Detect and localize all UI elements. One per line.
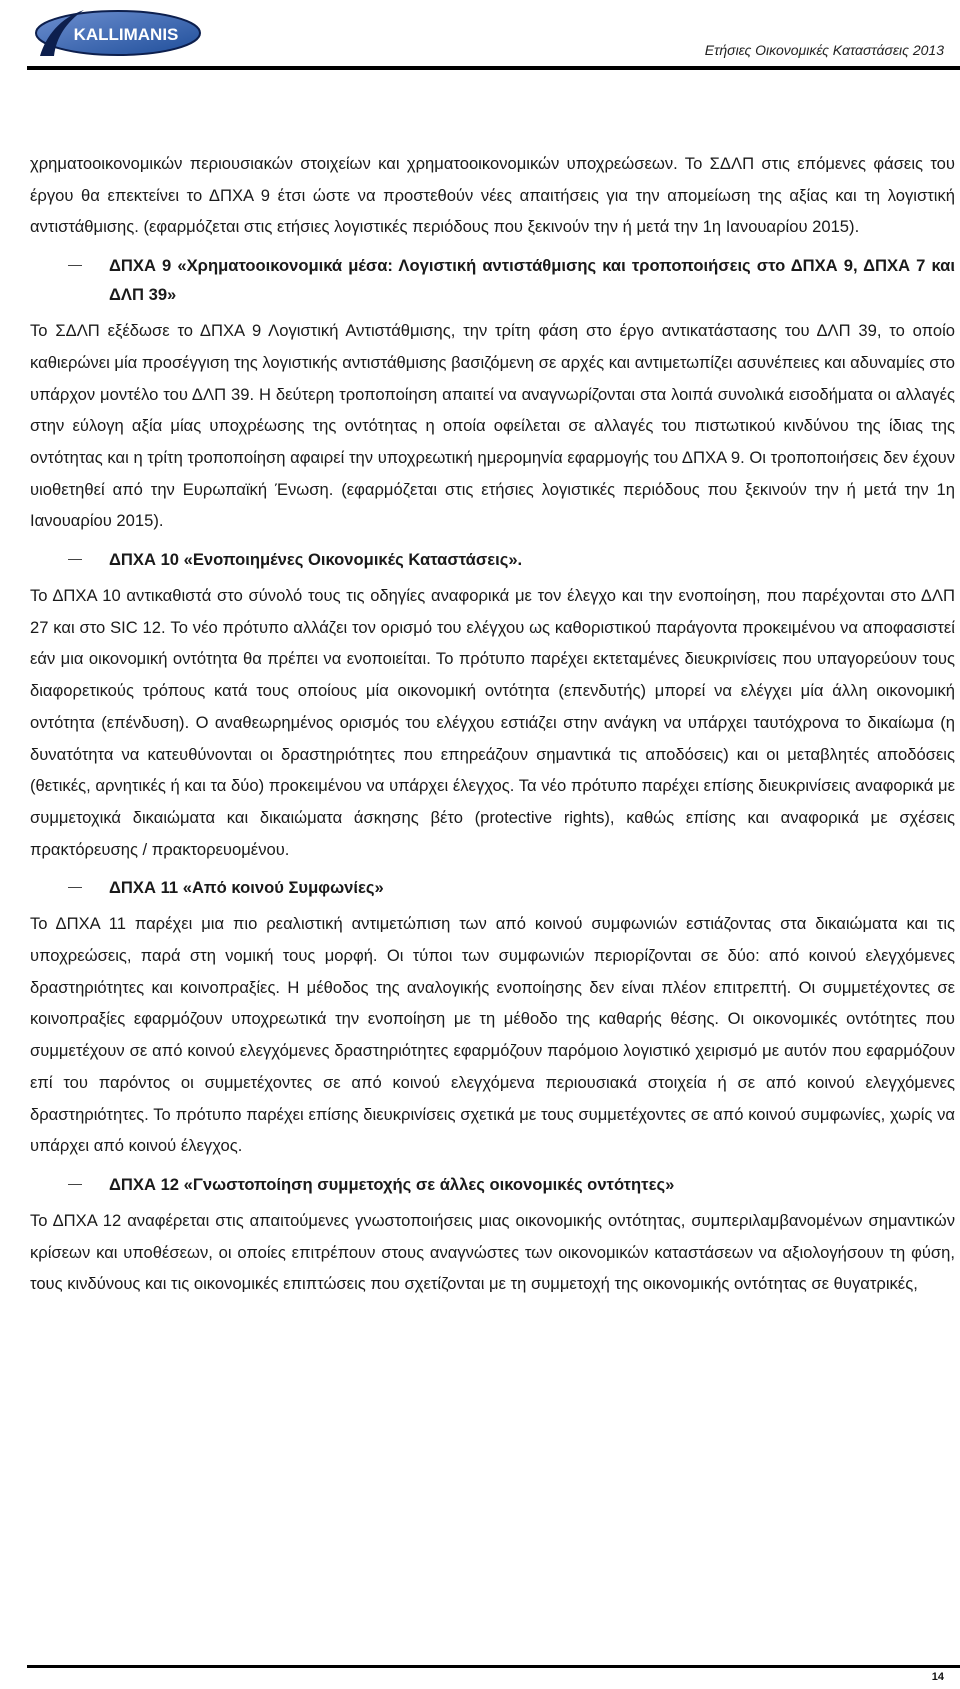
paragraph: Το ΣΔΛΠ εξέδωσε το ΔΠΧΑ 9 Λογιστική Αντιστάθμισης, την τρίτη φάση στο έργο αντικατάστασης του ΔΛΠ 39, το οποίο καθιερώνει μία προσέγγιση της λογιστικής αντιστάθμισης βασιζόμενη σε αρχές και αντιμετωπίζει ασυνέπειες και αδυναμίες στο υπάρχον μοντέλο του ΔΛΠ 39. Η δεύτερη τροποποίηση απαιτεί να αναγνωρίζονται στα λοιπά συνολικά εισοδήματα οι αλλαγές στην εύλογη αξία μίας υποχρέωσης της οντότητας η οποία οφείλεται σε αλλαγές του πιστωτικού κινδύνου της ίδιας της οντότητας και η τρίτη τροποποίηση αφαιρεί την υποχρεωτική ημερομηνία εφαρμογής του ΔΠΧΑ 9. Οι τροποποιήσεις δεν έχουν υιοθετηθεί από την Ευρωπαϊκή Ένωση. (εφαρμόζεται στις ετήσιες λογιστικές περιόδους που ξεκινούν την ή μετά την 1η Ιανουαρίου 2015).	[30, 321, 955, 531]
kallimanis-logo	[26, 6, 202, 60]
section-heading-text: ΔΠΧΑ 10 «Ενοποιημένες Οικονομικές Καταστάσεις».	[109, 550, 523, 570]
page-content	[30, 148, 955, 1300]
dash-bullet	[68, 559, 82, 560]
section-heading-ifrs11	[30, 873, 955, 902]
section-heading-ifrs9	[30, 251, 955, 309]
section-heading-ifrs12	[30, 1170, 955, 1199]
footer-divider	[27, 1665, 960, 1668]
report-title: Ετήσιες Οικονομικές Καταστάσεις 2013	[704, 42, 944, 58]
dash-bullet	[68, 265, 82, 266]
header-divider	[27, 66, 960, 70]
paragraph: Το ΔΠΧΑ 12 αναφέρεται στις απαιτούμενες γνωστοποιήσεις μιας οικονομικής οντότητας, συμπεριλαμβανομένων σημαντικών κρίσεων και υποθέσεων, οι οποίες επιτρέπουν στους αναγνώστες των οικονομικών καταστάσεων να αξιολογήσουν τη φύση, τους κινδύνους και τις οικονομικές επιπτώσεις που σχετίζονται με τη συμμετοχή της οικονομικής οντότητας σε θυγατρικές,	[30, 1210, 955, 1294]
paragraph: Το ΔΠΧΑ 11 παρέχει μια πιο ρεαλιστική αντιμετώπιση των από κοινού συμφωνιών εστιάζοντας στα δικαιώματα και τις υποχρεώσεις, παρά στη νομική τους μορφή. Οι τύποι των συμφωνιών περιορίζονται σε δύο: από κοινού ελεγχόμενες δραστηριότητες και κοινοπραξίες. Η μέθοδος της αναλογικής ενοποίησης δεν είναι πλέον επιτρεπτή. Οι συμμετέχοντες σε κοινοπραξίες εφαρμόζουν υποχρεωτικά την ενοποίηση με τη μέθοδο της καθαρής θέσης. Οι οικονομικές οντότητες που συμμετέχουν σε από κοινού ελεγχόμενες δραστηριότητες εφαρμόζουν παρόμοιο λογιστικό χειρισμό με αυτόν που εφαρμόζουν επί του παρόντος οι συμμετέχοντες σε από κοινού ελεγχόμενα περιουσιακά στοιχεία ή σε από κοινού ελεγχόμενες δραστηριότητες. Το πρότυπο παρέχει επίσης διευκρινίσεις σχετικά με τους συμμετέχοντες σε από κοινού συμφωνίες, χωρίς να υπάρχει από κοινού έλεγχος.	[30, 914, 955, 1156]
page-header	[0, 0, 960, 74]
section-heading-text: ΔΠΧΑ 11 «Από κοινού Συμφωνίες»	[109, 878, 384, 898]
logo-wordmark: KALLIMANIS	[73, 25, 179, 44]
dash-bullet	[68, 887, 82, 888]
section-heading-text: ΔΠΧΑ 9 «Χρηματοοικονομικά μέσα: Λογιστική αντιστάθμισης και τροποποιήσεις στο ΔΠΧΑ 9, ΔΠΧΑ 7 και ΔΛΠ 39»	[109, 256, 955, 305]
dash-bullet	[68, 1184, 82, 1185]
paragraph: Το ΔΠΧΑ 10 αντικαθιστά στο σύνολό τους τις οδηγίες αναφορικά με τον έλεγχο και την ενοποίηση, που παρέχονται στο ΔΛΠ 27 και στο SIC 12. Το νέο πρότυπο αλλάζει τον ορισμό του ελέγχου ως καθοριστικού παράγοντα προκειμένου να αποφασιστεί εάν μια οικονομική οντότητα θα πρέπει να ενοποιείται. Το πρότυπο παρέχει εκτεταμένες διευκρινίσεις που υπαγορεύουν τους διαφορετικούς τρόπους κατά τους οποίους μία οικονομική οντότητα (επενδυτής) μπορεί να ελέγχει μία άλλη οικονομική οντότητα (επένδυση). Ο αναθεωρημένος ορισμός του ελέγχου εστιάζει στην ανάγκη να υπάρχει ταυτόχρονα το δικαίωμα (η δυνατότητα να κατευθύνονται οι δραστηριότητες που επηρεάζουν σημαντικά τις αποδόσεις) και οι μεταβλητές αποδόσεις (θετικές, αρνητικές ή και τα δύο) προκειμένου να υπάρχει έλεγχος. Τα νέο πρότυπο παρέχει επίσης διευκρινίσεις αναφορικά με συμμετοχικά δικαιώματα και δικαιώματα άσκησης βέτο (protective rights), καθώς επίσης και αναφορικά με σχέσεις πρακτόρευσης / πρακτορευομένου.	[30, 586, 955, 859]
section-heading-ifrs10	[30, 545, 955, 574]
page-number: 14	[931, 1671, 944, 1683]
section-heading-text: ΔΠΧΑ 12 «Γνωστοποίηση συμμετοχής σε άλλες οικονομικές οντότητες»	[109, 1174, 675, 1194]
paragraph: χρηματοοικονομικών περιουσιακών στοιχείων και χρηματοοικονομικών υποχρεώσεων. Το ΣΔΛΠ στις επόμενες φάσεις του έργου θα επεκτείνει το ΔΠΧΑ 9 έτσι ώστε να προστεθούν νέες απαιτήσεις για την απομείωση της αξίας και τη λογιστική αντιστάθμισης. (εφαρμόζεται στις ετήσιες λογιστικές περιόδους που ξεκινούν την ή μετά την 1η Ιανουαρίου 2015).	[30, 154, 955, 237]
